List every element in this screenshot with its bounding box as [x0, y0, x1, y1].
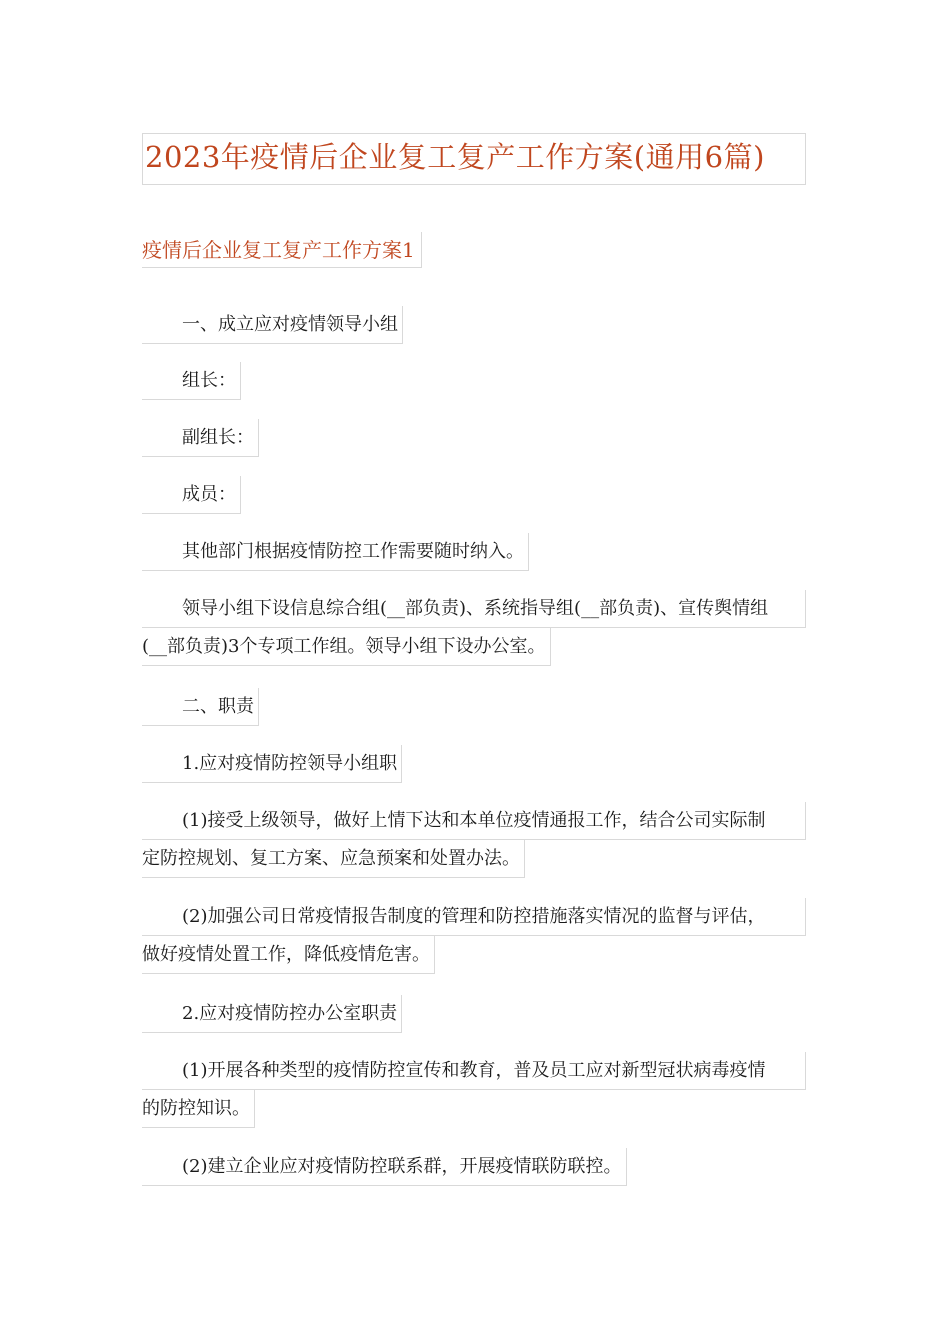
paragraph — [142, 802, 806, 878]
paragraph-line: (__部负责)3个专项工作组。领导小组下设办公室。 — [142, 628, 551, 666]
paragraph — [142, 362, 806, 400]
paragraph-line: (1)接受上级领导，做好上情下达和本单位疫情通报工作，结合公司实际制 — [142, 802, 806, 840]
paragraph — [142, 1148, 806, 1186]
paragraph-line: 1.应对疫情防控领导小组职 — [142, 745, 402, 783]
section-heading: 疫情后企业复工复产工作方案1 — [142, 232, 422, 268]
paragraph — [142, 688, 806, 726]
paragraph-line: 定防控规划、复工方案、应急预案和处置办法。 — [142, 840, 525, 878]
paragraph — [142, 476, 806, 514]
paragraph-line: 成员： — [142, 476, 241, 514]
paragraph — [142, 533, 806, 571]
paragraph — [142, 1052, 806, 1128]
paragraph — [142, 898, 806, 974]
paragraph-line: (2)加强公司日常疫情报告制度的管理和防控措施落实情况的监督与评估， — [142, 898, 806, 936]
paragraph — [142, 419, 806, 457]
paragraph-line: 其他部门根据疫情防控工作需要随时纳入。 — [142, 533, 529, 571]
paragraph-line: 组长： — [142, 362, 241, 400]
paragraph-line: 领导小组下设信息综合组(__部负责)、系统指导组(__部负责)、宣传舆情组 — [142, 590, 806, 628]
paragraph-line: 一、成立应对疫情领导小组 — [142, 306, 403, 344]
paragraph-line: 做好疫情处置工作，降低疫情危害。 — [142, 936, 435, 974]
document-title: 2023年疫情后企业复工复产工作方案(通用6篇) — [142, 133, 806, 185]
paragraph-line: 二、职责 — [142, 688, 259, 726]
paragraph — [142, 745, 806, 783]
paragraph-line: 2.应对疫情防控办公室职责 — [142, 995, 402, 1033]
paragraph-line: 副组长： — [142, 419, 259, 457]
paragraph-line: (2)建立企业应对疫情防控联系群，开展疫情联防联控。 — [142, 1148, 627, 1186]
paragraph-line: (1)开展各种类型的疫情防控宣传和教育，普及员工应对新型冠状病毒疫情 — [142, 1052, 806, 1090]
paragraph — [142, 590, 806, 666]
paragraph — [142, 306, 806, 344]
paragraph — [142, 995, 806, 1033]
paragraph-line: 的防控知识。 — [142, 1090, 255, 1128]
